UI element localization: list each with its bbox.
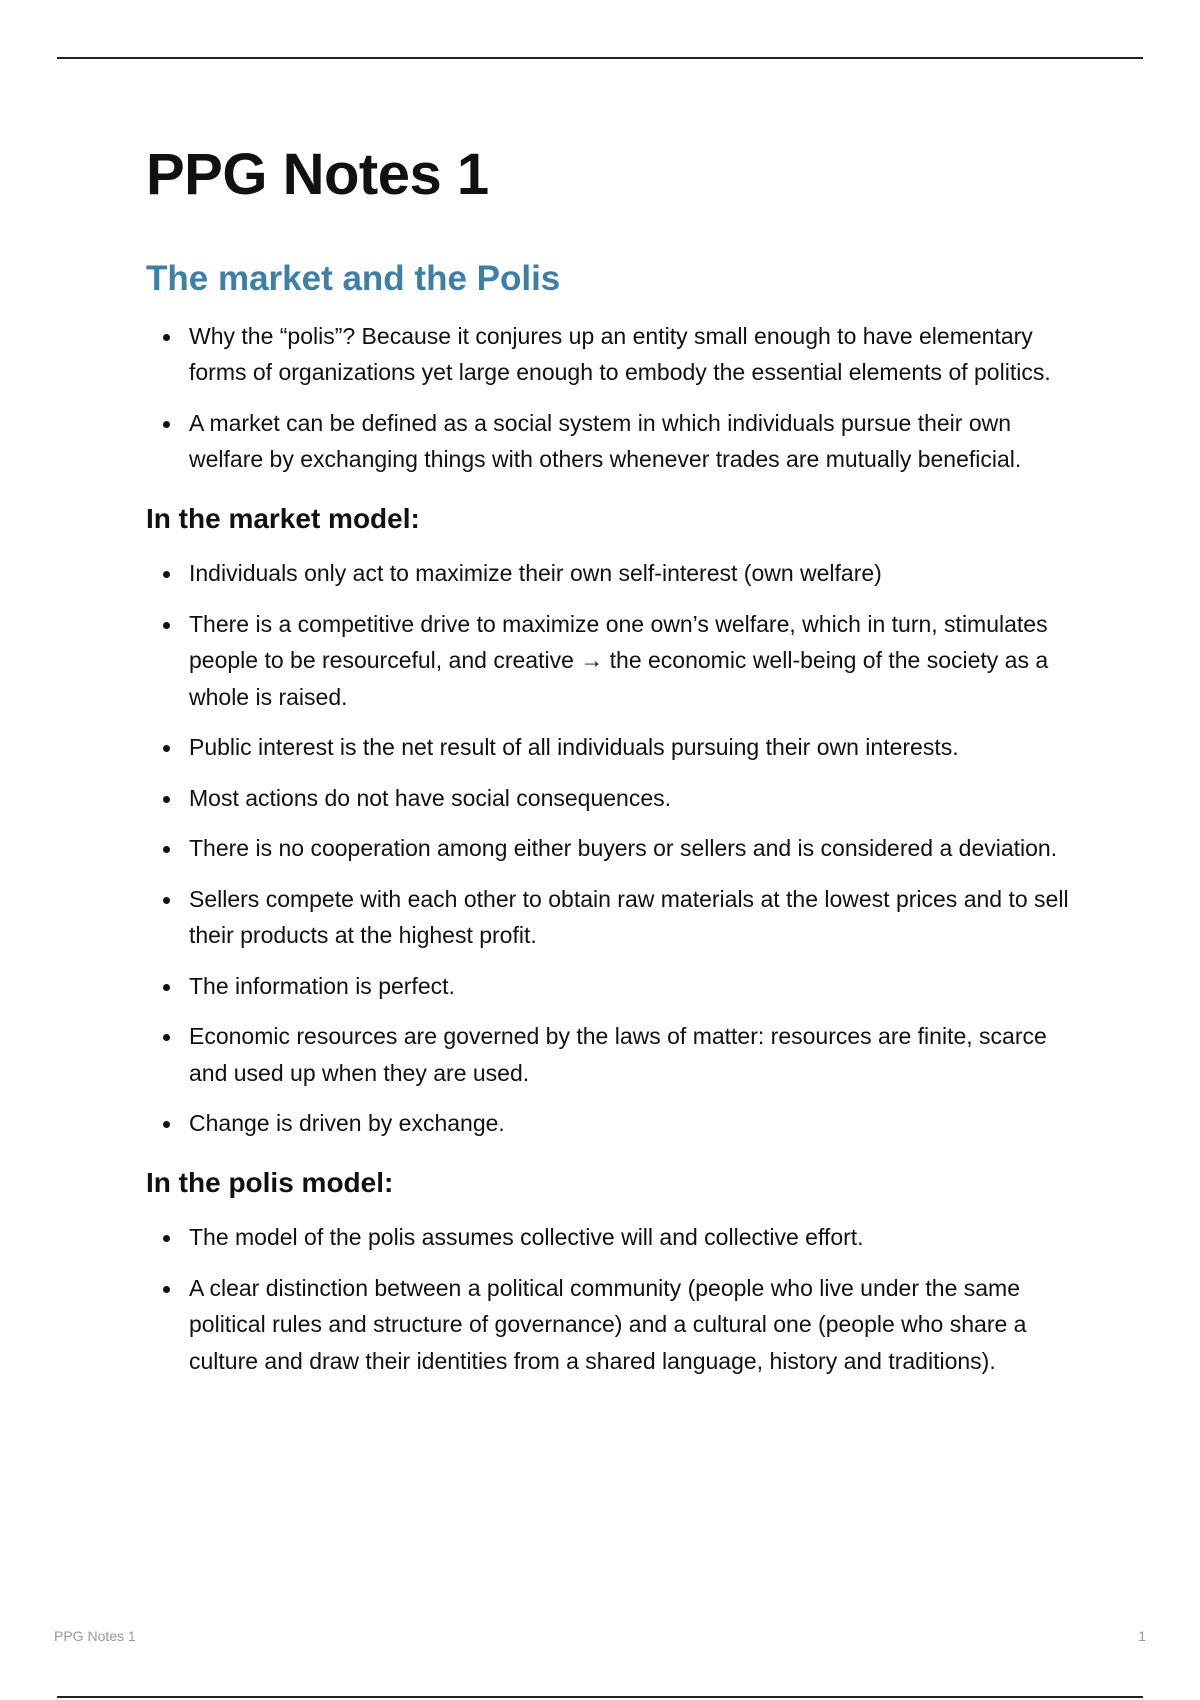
list-item: The information is perfect.	[189, 968, 1076, 1005]
top-rule	[57, 57, 1143, 59]
document-body	[146, 140, 1076, 1393]
bottom-rule	[57, 1696, 1143, 1698]
list-item: Individuals only act to maximize their own self-interest (own welfare)	[189, 555, 1076, 592]
list-item: Why the “polis”? Because it conjures up an entity small enough to have elementary forms of organizations yet large enough to embody the essential elements of politics.	[189, 318, 1076, 391]
list-item: Public interest is the net result of all individuals pursuing their own interests.	[189, 729, 1076, 766]
subheading-market-model: In the market model:	[146, 502, 420, 534]
polis-model-list	[146, 1219, 1076, 1379]
list-item: A market can be defined as a social system in which individuals pursue their own welfare by exchanging things with others whenever trades are mutually beneficial.	[189, 405, 1076, 478]
document-title: PPG Notes 1	[146, 142, 489, 207]
list-item: Change is driven by exchange.	[189, 1105, 1076, 1142]
list-item: Sellers compete with each other to obtain raw materials at the lowest prices and to sell their products at the highest profit.	[189, 881, 1076, 954]
footer-doc-title: PPG Notes 1	[54, 1628, 136, 1644]
section1-list	[146, 318, 1076, 478]
list-item: There is no cooperation among either buyers or sellers and is considered a deviation.	[189, 830, 1076, 867]
section-heading-market-and-polis: The market and the Polis	[146, 258, 561, 298]
market-model-list	[146, 555, 1076, 1142]
subheading-polis-model: In the polis model:	[146, 1166, 394, 1198]
list-item: Economic resources are governed by the laws of matter: resources are finite, scarce and used up when they are used.	[189, 1018, 1076, 1091]
list-item: The model of the polis assumes collective will and collective effort.	[189, 1219, 1076, 1256]
list-item: Most actions do not have social consequences.	[189, 780, 1076, 817]
list-item: There is a competitive drive to maximize one own’s welfare, which in turn, stimulates people to be resourceful, and creative → the economic well-being of the society as a whole is raised.	[189, 606, 1076, 716]
footer-page-number: 1	[1138, 1628, 1146, 1644]
list-item: A clear distinction between a political community (people who live under the same political rules and structure of governance) and a cultural one (people who share a culture and draw their identities from a shared language, history and traditions).	[189, 1270, 1076, 1380]
